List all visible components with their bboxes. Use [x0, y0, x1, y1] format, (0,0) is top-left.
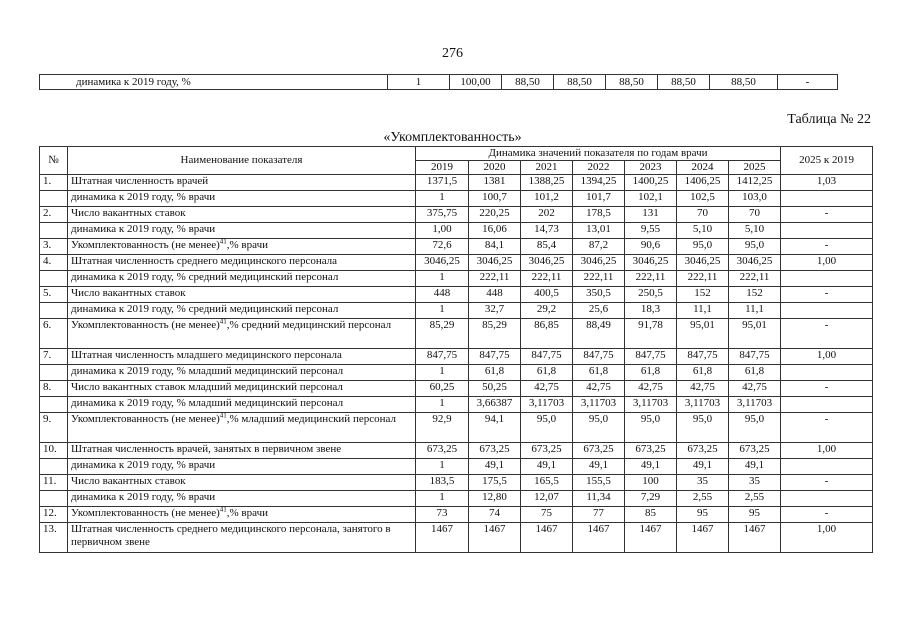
year-value: 95,0 — [729, 413, 781, 443]
ratio-value: 1,00 — [781, 349, 873, 365]
table-row — [40, 397, 873, 413]
year-value: 102,5 — [677, 191, 729, 207]
year-value: 673,25 — [521, 443, 573, 459]
row-name-text: динамика к 2019 году, % средний медицинский персонал — [71, 271, 339, 283]
row-name-text: динамика к 2019 году, % младший медицинский персонал — [71, 397, 344, 409]
year-value: 84,1 — [469, 239, 521, 255]
row-number: 3. — [40, 239, 68, 255]
row-name: динамика к 2019 году, % — [40, 75, 388, 90]
table-row — [40, 175, 873, 191]
year-value: 2,55 — [729, 491, 781, 507]
year-value: 85,4 — [521, 239, 573, 255]
row-name-suffix: ,% врачи — [226, 507, 268, 519]
row-number: 9. — [40, 413, 68, 443]
year-value: 3,66387 — [469, 397, 521, 413]
year-value: 95,0 — [573, 413, 625, 443]
row-name — [68, 239, 416, 255]
row-name — [68, 365, 416, 381]
year-value: 11,34 — [573, 491, 625, 507]
row-name — [68, 223, 416, 239]
year-value: 1371,5 — [416, 175, 469, 191]
table-row — [40, 303, 873, 319]
header-name: Наименование показателя — [68, 147, 416, 175]
ratio-value — [781, 365, 873, 381]
year-value: 49,1 — [469, 459, 521, 475]
ratio-value — [781, 271, 873, 287]
year-value: 3046,25 — [521, 255, 573, 271]
year-value: 70 — [677, 207, 729, 223]
header-row — [40, 147, 873, 161]
year-value: 32,7 — [469, 303, 521, 319]
year-value: 847,75 — [729, 349, 781, 365]
header-year: 2019 — [416, 161, 469, 175]
row-name — [68, 319, 416, 349]
row-number — [40, 459, 68, 475]
year-value: 61,8 — [625, 365, 677, 381]
year-value: 1467 — [625, 523, 677, 553]
year-value: 42,75 — [521, 381, 573, 397]
year-value: 847,75 — [521, 349, 573, 365]
year-value: 3,11703 — [729, 397, 781, 413]
year-value: 12,07 — [521, 491, 573, 507]
row-name-text: Число вакантных ставок — [71, 475, 186, 487]
footnote-ref: 41 — [219, 237, 227, 246]
year-value: 3,11703 — [677, 397, 729, 413]
row-name-suffix: ,% врачи — [226, 239, 268, 251]
row-name — [68, 175, 416, 191]
ratio-value: 1,03 — [781, 175, 873, 191]
cell: 88,50 — [502, 75, 554, 90]
table-row — [40, 507, 873, 523]
year-value: 95,01 — [729, 319, 781, 349]
year-value: 155,5 — [573, 475, 625, 491]
row-number: 11. — [40, 475, 68, 491]
year-value: 42,75 — [729, 381, 781, 397]
year-value: 100 — [625, 475, 677, 491]
year-value: 1,00 — [416, 223, 469, 239]
ratio-value: 1,00 — [781, 443, 873, 459]
year-value: 7,29 — [625, 491, 677, 507]
row-name-text: Число вакантных ставок младший медицинский персонал — [71, 381, 343, 393]
year-value: 102,1 — [625, 191, 677, 207]
header-year: 2023 — [625, 161, 677, 175]
year-value: 3046,25 — [625, 255, 677, 271]
year-value: 9,55 — [625, 223, 677, 239]
page-number: 276 — [442, 46, 463, 61]
year-value: 18,3 — [625, 303, 677, 319]
cell: 88,50 — [554, 75, 606, 90]
year-value: 222,11 — [521, 271, 573, 287]
year-value: 61,8 — [729, 365, 781, 381]
row-name — [68, 523, 416, 553]
ratio-value: - — [781, 507, 873, 523]
year-value: 1467 — [573, 523, 625, 553]
row-number — [40, 491, 68, 507]
table-row — [40, 491, 873, 507]
year-value: 222,11 — [677, 271, 729, 287]
row-name-text: динамика к 2019 году, % средний медицинский персонал — [71, 303, 339, 315]
table-row — [40, 191, 873, 207]
year-value: 61,8 — [677, 365, 729, 381]
year-value: 1394,25 — [573, 175, 625, 191]
year-value: 3046,25 — [677, 255, 729, 271]
table-row — [40, 207, 873, 223]
year-value: 350,5 — [573, 287, 625, 303]
year-value: 3046,25 — [469, 255, 521, 271]
year-value: 1 — [416, 397, 469, 413]
cell: - — [778, 75, 838, 90]
year-value: 60,25 — [416, 381, 469, 397]
previous-table-fragment — [39, 74, 838, 90]
year-value: 86,85 — [521, 319, 573, 349]
table-row — [40, 365, 873, 381]
year-value: 49,1 — [521, 459, 573, 475]
year-value: 42,75 — [625, 381, 677, 397]
ratio-value: - — [781, 413, 873, 443]
year-value: 11,1 — [729, 303, 781, 319]
year-value: 95,0 — [729, 239, 781, 255]
row-name — [68, 287, 416, 303]
table-row — [40, 319, 873, 349]
year-value: 95 — [677, 507, 729, 523]
year-value: 13,01 — [573, 223, 625, 239]
year-value: 35 — [729, 475, 781, 491]
header-year: 2025 — [729, 161, 781, 175]
year-value: 77 — [573, 507, 625, 523]
row-number: 10. — [40, 443, 68, 459]
cell: 88,50 — [658, 75, 710, 90]
year-value: 92,9 — [416, 413, 469, 443]
year-value: 95,0 — [677, 239, 729, 255]
staffing-table — [39, 146, 873, 553]
table-row — [40, 459, 873, 475]
year-value: 673,25 — [416, 443, 469, 459]
table-label: Таблица № 22 — [787, 112, 871, 127]
year-value: 1467 — [677, 523, 729, 553]
year-value: 1412,25 — [729, 175, 781, 191]
row-name-text: Укомплектованность (не менее) — [71, 319, 220, 331]
year-value: 75 — [521, 507, 573, 523]
year-value: 100,7 — [469, 191, 521, 207]
year-value: 90,6 — [625, 239, 677, 255]
cell: 88,50 — [710, 75, 778, 90]
row-name-suffix: ,% младший медицинский персонал — [226, 413, 396, 425]
row-number — [40, 271, 68, 287]
table-row — [40, 413, 873, 443]
row-name-text: Укомплектованность (не менее) — [71, 507, 220, 519]
row-number: 12. — [40, 507, 68, 523]
year-value: 1 — [416, 459, 469, 475]
row-name-text: Число вакантных ставок — [71, 207, 186, 219]
year-value: 847,75 — [573, 349, 625, 365]
table-row — [40, 523, 873, 553]
row-name-text: динамика к 2019 году, % младший медицинский персонал — [71, 365, 344, 377]
year-value: 85,29 — [469, 319, 521, 349]
year-value: 673,25 — [573, 443, 625, 459]
year-value: 73 — [416, 507, 469, 523]
ratio-value: - — [781, 475, 873, 491]
year-value: 3046,25 — [573, 255, 625, 271]
year-value: 1 — [416, 191, 469, 207]
year-value: 29,2 — [521, 303, 573, 319]
year-value: 222,11 — [573, 271, 625, 287]
year-value: 673,25 — [469, 443, 521, 459]
year-value: 70 — [729, 207, 781, 223]
row-name-text: Штатная численность младшего медицинского персонала — [71, 349, 342, 361]
row-name — [68, 397, 416, 413]
year-value: 1381 — [469, 175, 521, 191]
year-value: 95,0 — [677, 413, 729, 443]
footnote-ref: 41 — [219, 317, 227, 326]
table-row — [40, 443, 873, 459]
ratio-value: 1,00 — [781, 523, 873, 553]
year-value: 14,73 — [521, 223, 573, 239]
row-name-text: Штатная численность врачей, занятых в первичном звене — [71, 443, 342, 455]
year-value: 1406,25 — [677, 175, 729, 191]
year-value: 95,0 — [521, 413, 573, 443]
ratio-value — [781, 459, 873, 475]
year-value: 35 — [677, 475, 729, 491]
year-value: 165,5 — [521, 475, 573, 491]
table-row — [40, 349, 873, 365]
row-number — [40, 191, 68, 207]
year-value: 95,0 — [625, 413, 677, 443]
row-number: 1. — [40, 175, 68, 191]
year-value: 673,25 — [729, 443, 781, 459]
row-number — [40, 303, 68, 319]
table-row — [40, 287, 873, 303]
year-value: 1 — [416, 271, 469, 287]
row-number — [40, 223, 68, 239]
year-value: 16,06 — [469, 223, 521, 239]
row-name-text: Штатная численность врачей — [71, 175, 209, 187]
year-value: 448 — [469, 287, 521, 303]
year-value: 3,11703 — [625, 397, 677, 413]
year-value: 72,6 — [416, 239, 469, 255]
year-value: 847,75 — [625, 349, 677, 365]
year-value: 49,1 — [625, 459, 677, 475]
year-value: 25,6 — [573, 303, 625, 319]
row-name — [68, 507, 416, 523]
ratio-value — [781, 491, 873, 507]
year-value: 448 — [416, 287, 469, 303]
ratio-value — [781, 223, 873, 239]
year-value: 400,5 — [521, 287, 573, 303]
header-ratio: 2025 к 2019 — [781, 147, 873, 175]
year-value: 375,75 — [416, 207, 469, 223]
year-value: 1467 — [521, 523, 573, 553]
year-value: 847,75 — [416, 349, 469, 365]
year-value: 202 — [521, 207, 573, 223]
ratio-value: - — [781, 381, 873, 397]
ratio-value: - — [781, 207, 873, 223]
row-name — [68, 459, 416, 475]
year-value: 1467 — [469, 523, 521, 553]
cell: 1 — [388, 75, 450, 90]
year-value: 152 — [677, 287, 729, 303]
year-value: 222,11 — [469, 271, 521, 287]
ratio-value: 1,00 — [781, 255, 873, 271]
year-value: 101,2 — [521, 191, 573, 207]
year-value: 61,8 — [573, 365, 625, 381]
table-row — [40, 255, 873, 271]
row-name-text: Укомплектованность (не менее) — [71, 413, 220, 425]
year-value: 11,1 — [677, 303, 729, 319]
row-number: 13. — [40, 523, 68, 553]
row-number: 5. — [40, 287, 68, 303]
year-value: 673,25 — [625, 443, 677, 459]
year-value: 220,25 — [469, 207, 521, 223]
row-name-text: Укомплектованность (не менее) — [71, 239, 220, 251]
table-row — [40, 381, 873, 397]
table-row — [40, 223, 873, 239]
year-value: 74 — [469, 507, 521, 523]
row-name — [68, 349, 416, 365]
year-value: 12,80 — [469, 491, 521, 507]
year-value: 87,2 — [573, 239, 625, 255]
year-value: 1467 — [729, 523, 781, 553]
row-name — [68, 475, 416, 491]
row-name — [68, 207, 416, 223]
cell: 100,00 — [450, 75, 502, 90]
year-value: 5,10 — [729, 223, 781, 239]
header-no: № — [40, 147, 68, 175]
row-name — [68, 303, 416, 319]
year-value: 42,75 — [573, 381, 625, 397]
year-value: 95 — [729, 507, 781, 523]
row-name-text: Число вакантных ставок — [71, 287, 186, 299]
year-value: 85,29 — [416, 319, 469, 349]
year-value: 1 — [416, 303, 469, 319]
row-number — [40, 365, 68, 381]
row-name-text: динамика к 2019 году, % врачи — [71, 459, 216, 471]
ratio-value — [781, 397, 873, 413]
row-name-text: динамика к 2019 году, % врачи — [71, 223, 216, 235]
header-year: 2022 — [573, 161, 625, 175]
year-value: 673,25 — [677, 443, 729, 459]
year-value: 2,55 — [677, 491, 729, 507]
footnote-ref: 41 — [219, 411, 227, 420]
row-name — [68, 413, 416, 443]
year-value: 5,10 — [677, 223, 729, 239]
header-year: 2020 — [469, 161, 521, 175]
year-value: 49,1 — [573, 459, 625, 475]
table-row — [40, 475, 873, 491]
year-value: 42,75 — [677, 381, 729, 397]
year-value: 250,5 — [625, 287, 677, 303]
year-value: 847,75 — [677, 349, 729, 365]
year-value: 222,11 — [729, 271, 781, 287]
year-value: 183,5 — [416, 475, 469, 491]
year-value: 91,78 — [625, 319, 677, 349]
table-caption: «Укомплектованность» — [383, 130, 522, 145]
row-name-text: динамика к 2019 году, % врачи — [71, 491, 216, 503]
row-name-text: Штатная численность среднего медицинского персонала — [71, 255, 338, 267]
ratio-value: - — [781, 239, 873, 255]
year-value: 3,11703 — [573, 397, 625, 413]
year-value: 1400,25 — [625, 175, 677, 191]
row-name-suffix: ,% средний медицинский персонал — [226, 319, 392, 331]
row-number: 2. — [40, 207, 68, 223]
row-name — [68, 191, 416, 207]
row-number: 8. — [40, 381, 68, 397]
year-value: 131 — [625, 207, 677, 223]
header-year: 2021 — [521, 161, 573, 175]
year-value: 88,49 — [573, 319, 625, 349]
year-value: 178,5 — [573, 207, 625, 223]
ratio-value: - — [781, 319, 873, 349]
row-name — [68, 491, 416, 507]
row-name-text: динамика к 2019 году, % врачи — [71, 191, 216, 203]
footnote-ref: 41 — [219, 505, 227, 514]
year-value: 1467 — [416, 523, 469, 553]
year-value: 847,75 — [469, 349, 521, 365]
row-number — [40, 397, 68, 413]
year-value: 3046,25 — [729, 255, 781, 271]
year-value: 103,0 — [729, 191, 781, 207]
year-value: 61,8 — [469, 365, 521, 381]
row-name — [68, 271, 416, 287]
ratio-value — [781, 303, 873, 319]
year-value: 61,8 — [521, 365, 573, 381]
year-value: 49,1 — [677, 459, 729, 475]
year-value: 50,25 — [469, 381, 521, 397]
header-year: 2024 — [677, 161, 729, 175]
cell: 88,50 — [606, 75, 658, 90]
table-row — [40, 239, 873, 255]
year-value: 85 — [625, 507, 677, 523]
year-value: 1388,25 — [521, 175, 573, 191]
row-number: 4. — [40, 255, 68, 271]
table-row — [40, 271, 873, 287]
row-name-text: Штатная численность среднего медицинского персонала, занятого в первичном звене — [71, 523, 391, 548]
row-name — [68, 381, 416, 397]
year-value: 49,1 — [729, 459, 781, 475]
table-row — [40, 75, 838, 90]
year-value: 3046,25 — [416, 255, 469, 271]
ratio-value: - — [781, 287, 873, 303]
year-value: 152 — [729, 287, 781, 303]
year-value: 175,5 — [469, 475, 521, 491]
year-value: 1 — [416, 491, 469, 507]
year-value: 222,11 — [625, 271, 677, 287]
header-dynamics: Динамика значений показателя по годам врачи — [416, 147, 781, 161]
year-value: 101,7 — [573, 191, 625, 207]
row-name — [68, 443, 416, 459]
year-value: 3,11703 — [521, 397, 573, 413]
year-value: 95,01 — [677, 319, 729, 349]
year-value: 1 — [416, 365, 469, 381]
ratio-value — [781, 191, 873, 207]
row-number: 7. — [40, 349, 68, 365]
year-value: 94,1 — [469, 413, 521, 443]
row-name — [68, 255, 416, 271]
row-number: 6. — [40, 319, 68, 349]
